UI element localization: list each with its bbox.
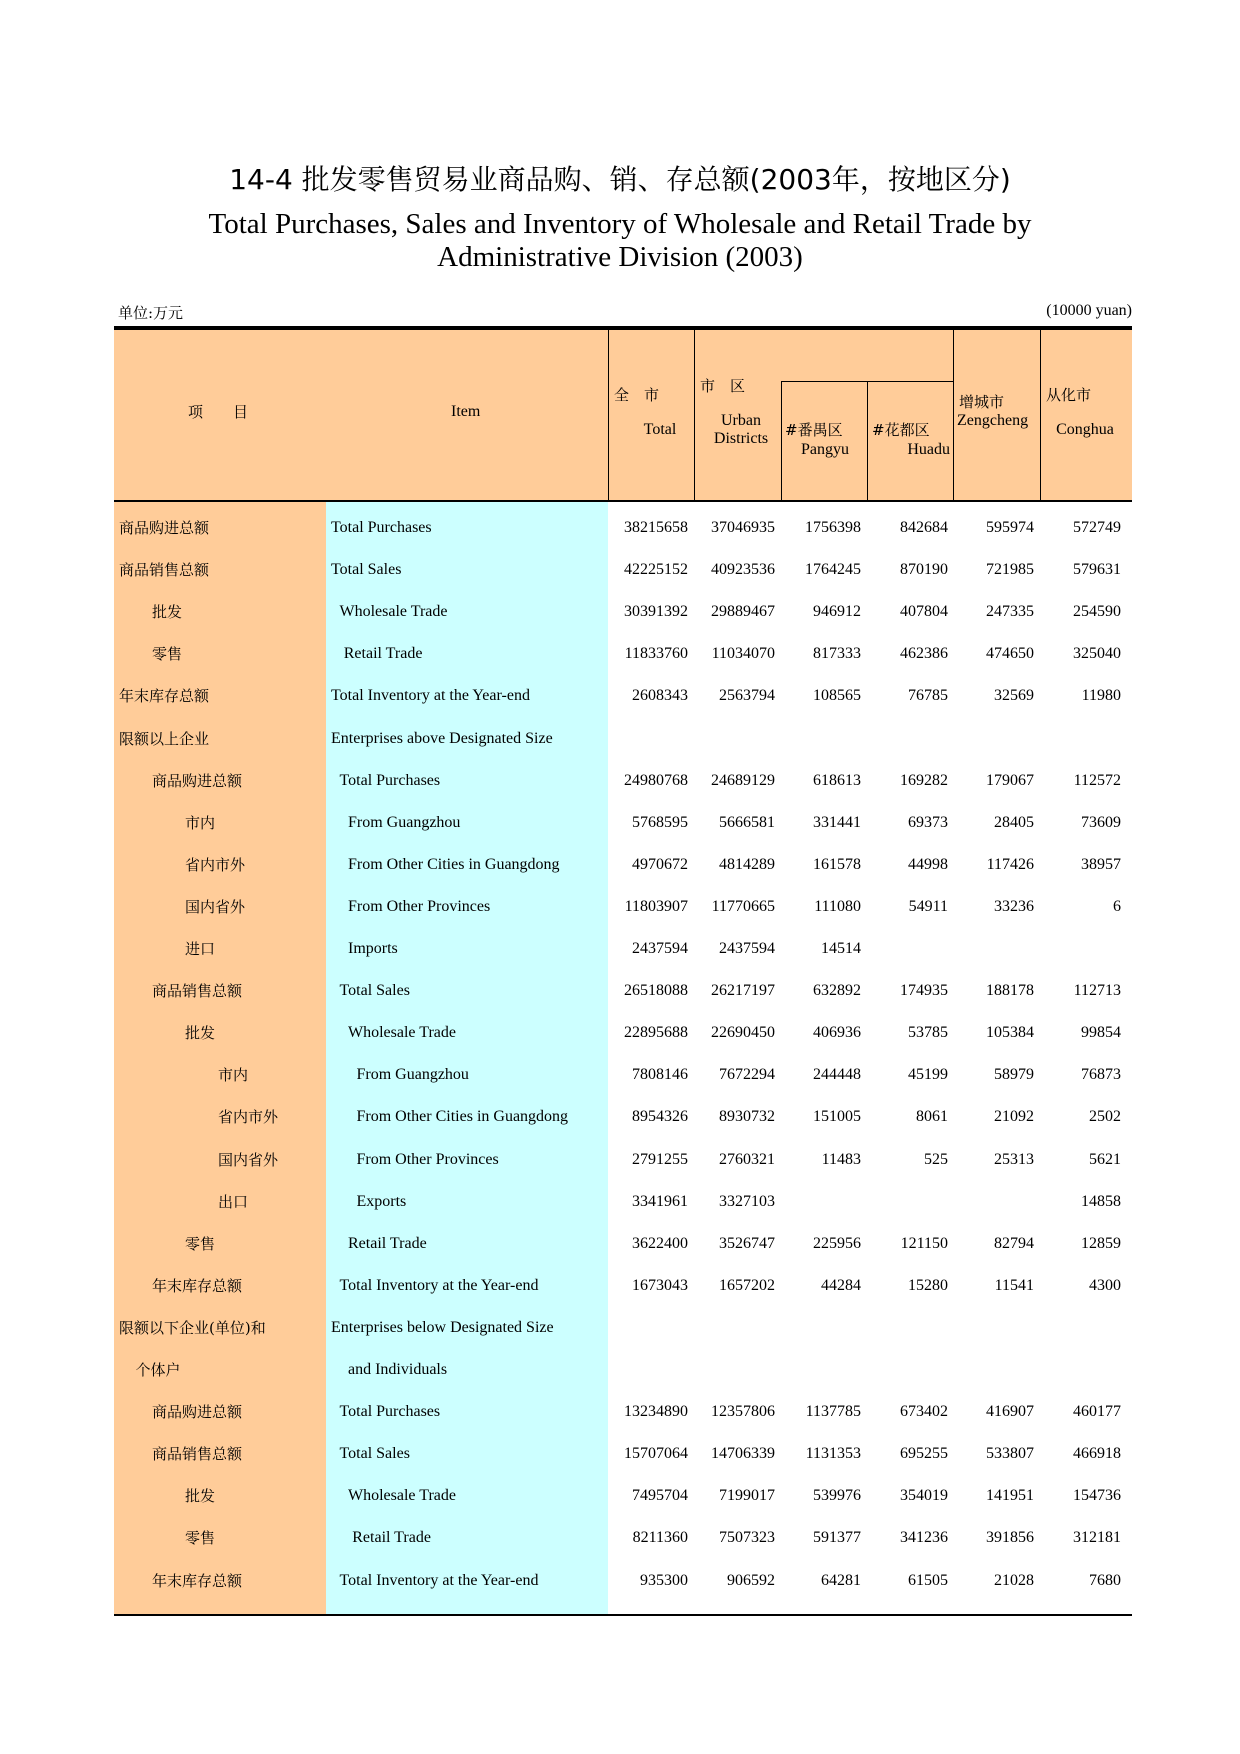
row-label-en: Total Sales — [339, 1445, 410, 1463]
cell-total: 30391392 — [624, 603, 688, 621]
cell-urban: 22690450 — [711, 1024, 775, 1042]
cell-pangyu: 44284 — [821, 1276, 861, 1294]
row-label-en: Total Purchases — [331, 519, 432, 536]
cell-urban: 24689129 — [711, 771, 775, 789]
cell-zengcheng: 391856 — [986, 1529, 1034, 1547]
row-label-en: Retail Trade — [348, 1234, 427, 1252]
table-row — [0, 1307, 1240, 1349]
cell-conghua: 38957 — [1081, 855, 1121, 873]
cell-conghua: 7680 — [1089, 1571, 1121, 1589]
row-label-cn: 省内市外 — [185, 855, 246, 874]
page-title-en-line1: Total Purchases, Sales and Inventory of Wholesale and Retail Trade by — [208, 208, 1032, 240]
row-label-en: From Guangzhou — [348, 813, 461, 831]
cell-pangyu: 1764245 — [805, 561, 861, 579]
cell-urban: 7672294 — [719, 1066, 775, 1084]
cell-huadu: 341236 — [900, 1529, 948, 1547]
row-label-cn: 年末库存总额 — [119, 687, 210, 706]
table-row — [0, 802, 1240, 844]
cell-conghua: 76873 — [1081, 1066, 1121, 1084]
header-huadu-en: Huadu — [907, 441, 950, 458]
cell-conghua: 460177 — [1073, 1403, 1121, 1421]
row-label-cn: 批发 — [185, 1487, 216, 1506]
cell-conghua: 312181 — [1073, 1529, 1121, 1547]
header-total-cn: 全 市 — [614, 386, 660, 404]
cell-total: 2437594 — [632, 940, 688, 957]
cell-urban: 29889467 — [711, 603, 775, 621]
cell-total: 11803907 — [624, 897, 688, 915]
page-title-cn: 14-4 批发零售贸易业商品购、销、存总额(2003年，按地区分) — [229, 163, 1011, 196]
cell-zengcheng: 11541 — [994, 1276, 1034, 1294]
row-label-en: Retail Trade — [352, 1529, 431, 1547]
cell-urban: 3526747 — [719, 1234, 775, 1252]
cell-urban: 14706339 — [711, 1445, 775, 1463]
table-row — [0, 1181, 1240, 1223]
cell-zengcheng: 82794 — [994, 1234, 1034, 1252]
cell-zengcheng: 141951 — [986, 1487, 1034, 1505]
cell-pangyu: 591377 — [813, 1529, 861, 1547]
cell-urban: 7507323 — [719, 1529, 775, 1547]
table-row — [0, 1139, 1240, 1181]
header-divider — [608, 330, 609, 500]
table-row — [0, 591, 1240, 633]
cell-total: 24980768 — [624, 771, 688, 789]
cell-huadu: 695255 — [900, 1445, 948, 1463]
cell-total: 42225152 — [624, 561, 688, 579]
header-urban-en-2: Districts — [713, 430, 769, 447]
unit-label-cn: 单位:万元 — [118, 304, 184, 322]
table-row — [0, 718, 1240, 760]
cell-huadu: 54911 — [908, 897, 948, 915]
cell-zengcheng: 21028 — [994, 1571, 1034, 1589]
row-label-cn: 省内市外 — [218, 1108, 279, 1127]
cell-conghua: 2502 — [1089, 1108, 1121, 1126]
table-row — [0, 1349, 1240, 1391]
header-zengcheng-en: Zengcheng — [957, 412, 1029, 429]
row-label-cn: 市内 — [185, 813, 216, 832]
cell-urban: 40923536 — [711, 561, 775, 579]
cell-huadu: 61505 — [908, 1571, 948, 1589]
cell-pangyu: 14514 — [821, 940, 861, 957]
row-label-en: Wholesale Trade — [348, 1487, 456, 1505]
cell-urban: 12357806 — [711, 1403, 775, 1421]
cell-total: 13234890 — [624, 1403, 688, 1421]
row-label-cn: 限额以上企业 — [119, 729, 210, 748]
row-label-en: Total Inventory at the Year-end — [339, 1571, 539, 1589]
header-item-cn: 项 目 — [188, 403, 249, 421]
cell-urban: 2760321 — [719, 1150, 775, 1168]
cell-pangyu: 11483 — [821, 1150, 861, 1168]
header-divider — [953, 330, 954, 500]
table-bottom-rule — [114, 1614, 1132, 1616]
row-label-cn: 出口 — [218, 1192, 249, 1211]
header-urban-cn: 市 区 — [700, 377, 746, 395]
cell-zengcheng: 105384 — [986, 1024, 1034, 1042]
header-pangyu-en: Pangyu — [801, 441, 849, 458]
header-subrule — [781, 381, 954, 382]
row-label-en: Total Sales — [331, 561, 402, 579]
cell-conghua: 99854 — [1081, 1024, 1121, 1042]
cell-zengcheng: 247335 — [986, 603, 1034, 621]
cell-huadu: 45199 — [908, 1066, 948, 1084]
table-row — [0, 886, 1240, 928]
header-item-en: Item — [451, 403, 481, 420]
row-label-cn: 商品购进总额 — [119, 519, 210, 537]
row-label-cn: 商品销售总额 — [152, 982, 243, 1001]
cell-huadu: 407804 — [900, 603, 948, 621]
table-row — [0, 1433, 1240, 1475]
cell-huadu: 15280 — [908, 1276, 948, 1294]
cell-total: 7808146 — [632, 1066, 688, 1084]
table-top-rule — [114, 326, 1132, 330]
table-row — [0, 633, 1240, 675]
row-label-cn: 商品销售总额 — [119, 561, 210, 580]
page-title-en — [0, 208, 1240, 274]
row-label-en: Wholesale Trade — [348, 1024, 456, 1042]
cell-total: 7495704 — [632, 1487, 688, 1505]
cell-total: 5768595 — [632, 813, 688, 831]
cell-zengcheng: 21092 — [994, 1108, 1034, 1126]
cell-urban: 1657202 — [719, 1276, 775, 1294]
cell-zengcheng: 58979 — [994, 1066, 1034, 1084]
row-label-en: From Other Cities in Guangdong — [348, 855, 560, 873]
cell-pangyu: 1131353 — [805, 1445, 861, 1463]
cell-pangyu: 1137785 — [805, 1403, 861, 1421]
cell-conghua: 14858 — [1081, 1192, 1121, 1210]
cell-urban: 37046935 — [711, 519, 775, 536]
cell-total: 935300 — [640, 1571, 688, 1589]
cell-conghua: 112572 — [1073, 771, 1121, 789]
cell-zengcheng: 179067 — [986, 771, 1034, 789]
row-label-en: Retail Trade — [343, 645, 423, 663]
table-row — [0, 1012, 1240, 1054]
cell-zengcheng: 416907 — [986, 1403, 1034, 1421]
cell-pangyu: 618613 — [813, 771, 861, 789]
cell-zengcheng: 32569 — [994, 687, 1034, 705]
cell-conghua: 73609 — [1081, 813, 1121, 831]
cell-pangyu: 64281 — [821, 1571, 861, 1589]
row-label-cn: 商品销售总额 — [152, 1445, 243, 1464]
cell-conghua: 254590 — [1073, 603, 1121, 621]
row-label-en: Total Purchases — [339, 771, 441, 789]
cell-pangyu: 331441 — [813, 813, 861, 831]
cell-huadu: 174935 — [900, 982, 948, 1000]
row-label-cn: 商品购进总额 — [152, 771, 243, 790]
cell-huadu: 76785 — [908, 687, 948, 705]
header-zengcheng-cn: 增城市 — [959, 393, 1005, 411]
table-row — [0, 1223, 1240, 1265]
row-label-cn: 个体户 — [135, 1361, 181, 1379]
row-label-en: and Individuals — [348, 1361, 448, 1378]
row-label-en: Imports — [348, 940, 398, 957]
cell-pangyu: 151005 — [813, 1108, 861, 1126]
header-pangyu-cn: #番禺区 — [785, 421, 843, 439]
cell-total: 1673043 — [632, 1276, 688, 1294]
table-row — [0, 1265, 1240, 1307]
row-label-cn: 限额以下企业(单位)和 — [119, 1318, 266, 1337]
cell-zengcheng: 595974 — [986, 519, 1034, 536]
cell-pangyu: 111080 — [814, 897, 861, 915]
cell-zengcheng: 33236 — [994, 897, 1034, 915]
cell-total: 15707064 — [624, 1445, 688, 1463]
cell-zengcheng: 188178 — [986, 982, 1034, 1000]
row-label-cn: 进口 — [185, 940, 216, 958]
row-label-en: Enterprises below Designated Size — [331, 1318, 554, 1336]
cell-conghua: 154736 — [1073, 1487, 1121, 1505]
cell-huadu: 842684 — [900, 519, 948, 536]
row-label-en: Wholesale Trade — [339, 603, 448, 621]
row-label-cn: 市内 — [218, 1066, 249, 1085]
row-label-cn: 国内省外 — [218, 1150, 279, 1169]
row-label-en: Exports — [356, 1192, 407, 1210]
cell-urban: 2563794 — [719, 687, 775, 705]
unit-label-en: (10000 yuan) — [1046, 302, 1132, 319]
cell-total: 8954326 — [632, 1108, 688, 1126]
cell-total: 26518088 — [624, 982, 688, 1000]
table-row — [0, 1391, 1240, 1433]
table-header-rule — [114, 500, 1132, 502]
cell-zengcheng: 474650 — [986, 645, 1034, 663]
cell-conghua: 4300 — [1089, 1276, 1121, 1294]
cell-total: 38215658 — [624, 519, 688, 536]
row-label-en: Total Inventory at the Year-end — [339, 1276, 539, 1294]
cell-urban: 3327103 — [719, 1192, 775, 1210]
row-label-en: Total Inventory at the Year-end — [331, 687, 530, 705]
header-divider — [1040, 330, 1041, 500]
cell-huadu: 44998 — [908, 855, 948, 873]
cell-zengcheng: 721985 — [986, 561, 1034, 579]
header-huadu-cn: #花都区 — [872, 421, 930, 439]
table-row — [0, 970, 1240, 1012]
cell-conghua: 11980 — [1081, 687, 1121, 705]
cell-total: 3622400 — [632, 1234, 688, 1252]
cell-zengcheng: 25313 — [994, 1150, 1034, 1168]
cell-total: 4970672 — [632, 855, 688, 873]
cell-huadu: 8061 — [916, 1108, 948, 1126]
cell-total: 22895688 — [624, 1024, 688, 1042]
row-label-en: Total Sales — [339, 982, 410, 1000]
row-label-cn: 国内省外 — [185, 897, 246, 916]
cell-urban: 8930732 — [719, 1108, 775, 1126]
header-divider — [694, 330, 695, 500]
row-label-cn: 零售 — [185, 1234, 216, 1253]
cell-huadu: 169282 — [900, 771, 948, 789]
cell-zengcheng: 28405 — [994, 813, 1034, 831]
cell-urban: 906592 — [727, 1571, 775, 1589]
table-row — [0, 928, 1240, 970]
cell-conghua: 466918 — [1073, 1445, 1121, 1463]
table-row — [0, 844, 1240, 886]
header-total-en: Total — [643, 421, 677, 438]
cell-pangyu: 1756398 — [805, 519, 861, 536]
row-label-en: Enterprises above Designated Size — [331, 729, 553, 747]
row-label-cn: 批发 — [152, 603, 183, 622]
row-label-en: From Other Provinces — [356, 1150, 499, 1168]
cell-huadu: 462386 — [900, 645, 948, 663]
header-conghua-en: Conghua — [1056, 421, 1114, 438]
cell-pangyu: 632892 — [813, 982, 861, 1000]
cell-pangyu: 946912 — [813, 603, 861, 621]
cell-urban: 5666581 — [719, 813, 775, 831]
cell-pangyu: 406936 — [813, 1024, 861, 1042]
cell-pangyu: 817333 — [813, 645, 861, 663]
table-row — [0, 760, 1240, 802]
cell-pangyu: 161578 — [813, 855, 861, 873]
table-row — [0, 1517, 1240, 1559]
cell-urban: 4814289 — [719, 855, 775, 873]
cell-huadu: 69373 — [908, 813, 948, 831]
row-label-cn: 年末库存总额 — [152, 1571, 243, 1590]
cell-zengcheng: 117426 — [986, 855, 1034, 873]
cell-pangyu: 108565 — [813, 687, 861, 705]
row-label-en: Total Purchases — [339, 1403, 441, 1421]
cell-pangyu: 225956 — [813, 1234, 861, 1252]
cell-huadu: 525 — [924, 1150, 948, 1168]
cell-huadu: 673402 — [900, 1403, 948, 1421]
table-row — [0, 1475, 1240, 1517]
table-row — [0, 507, 1240, 549]
cell-conghua: 579631 — [1073, 561, 1121, 579]
cell-urban: 11034070 — [711, 645, 775, 663]
cell-pangyu: 539976 — [813, 1487, 861, 1505]
row-label-en: From Other Provinces — [348, 897, 491, 915]
table-row — [0, 1054, 1240, 1096]
row-label-cn: 批发 — [185, 1024, 216, 1043]
cell-huadu: 53785 — [908, 1024, 948, 1042]
cell-conghua: 572749 — [1073, 519, 1121, 536]
cell-urban: 2437594 — [719, 940, 775, 957]
cell-pangyu: 244448 — [813, 1066, 861, 1084]
cell-total: 8211360 — [632, 1529, 688, 1547]
table-row — [0, 1560, 1240, 1602]
cell-huadu: 870190 — [900, 561, 948, 579]
row-label-en: From Guangzhou — [356, 1066, 469, 1084]
cell-urban: 26217197 — [711, 982, 775, 1000]
cell-total: 3341961 — [632, 1192, 688, 1210]
cell-conghua: 112713 — [1073, 982, 1121, 1000]
cell-urban: 11770665 — [711, 897, 775, 915]
cell-total: 2608343 — [632, 687, 688, 705]
table-row — [0, 1096, 1240, 1138]
table-row — [0, 549, 1240, 591]
table-row — [0, 675, 1240, 717]
row-label-cn: 零售 — [185, 1529, 216, 1548]
cell-conghua: 6 — [1113, 897, 1121, 915]
row-label-en: From Other Cities in Guangdong — [356, 1108, 569, 1126]
cell-huadu: 354019 — [900, 1487, 948, 1505]
page-title-en-line2: Administrative Division (2003) — [437, 241, 803, 273]
cell-total: 2791255 — [632, 1150, 688, 1168]
cell-huadu: 121150 — [900, 1234, 948, 1252]
header-conghua-cn: 从化市 — [1046, 386, 1092, 404]
cell-zengcheng: 533807 — [986, 1445, 1034, 1463]
row-label-cn: 商品购进总额 — [152, 1403, 243, 1422]
cell-conghua: 325040 — [1073, 645, 1121, 663]
header-urban-en-1: Urban — [721, 412, 761, 429]
cell-urban: 7199017 — [719, 1487, 775, 1505]
cell-conghua: 5621 — [1089, 1150, 1121, 1168]
row-label-cn: 零售 — [152, 645, 183, 664]
cell-conghua: 12859 — [1081, 1234, 1121, 1252]
row-label-cn: 年末库存总额 — [152, 1276, 243, 1295]
cell-total: 11833760 — [624, 645, 688, 663]
